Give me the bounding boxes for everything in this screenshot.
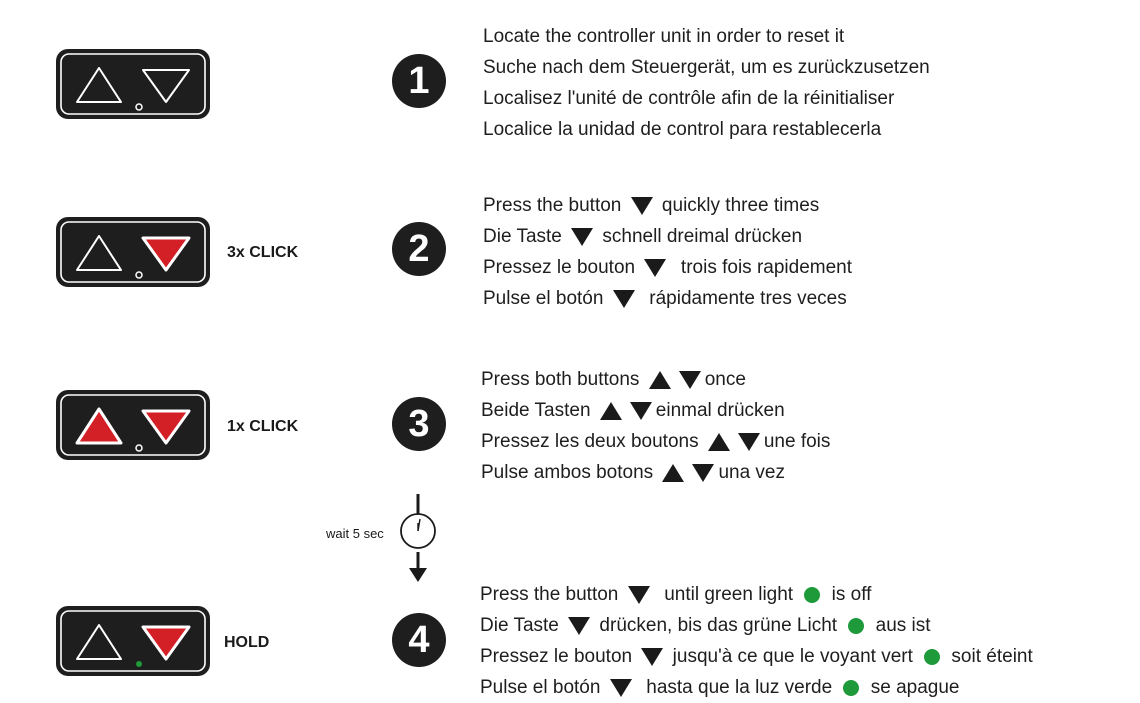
instruction-text: Die Taste — [483, 226, 568, 247]
down-arrow-icon — [692, 464, 714, 482]
instruction-text: se apague — [865, 677, 960, 698]
instruction-line — [483, 221, 852, 252]
instruction-text: schnell dreimal drücken — [597, 226, 803, 247]
green-light-icon — [843, 680, 859, 696]
step-2-instructions — [483, 190, 852, 314]
instruction-text: Die Taste — [480, 615, 565, 636]
controller-icon — [55, 389, 211, 461]
down-arrow-icon — [641, 648, 663, 666]
step-2-action: 3x CLICK — [227, 244, 299, 261]
step-3-number: 3 — [392, 397, 446, 451]
down-arrow-icon — [613, 290, 635, 308]
down-arrow-icon — [738, 433, 760, 451]
instruction-text: Pressez le bouton — [480, 646, 638, 667]
instruction-text: is off — [826, 584, 872, 605]
instruction-text: rápidamente tres veces — [638, 288, 847, 309]
instruction-text: Pulse el botón — [480, 677, 606, 698]
instruction-text: quickly three times — [656, 195, 820, 216]
instruction-text: Localisez l'unité de contrôle afin de la réinitialiser — [483, 88, 895, 109]
instruction-line — [483, 83, 930, 114]
step-4-instructions — [480, 579, 1033, 703]
instruction-text: Press the button — [483, 195, 627, 216]
controller-panel-step-3 — [55, 389, 211, 461]
instruction-line — [480, 579, 1033, 610]
down-arrow-icon — [630, 402, 652, 420]
instruction-line — [480, 672, 1033, 703]
instruction-text: until green light — [653, 584, 799, 605]
step-4-number: 4 — [392, 613, 446, 667]
up-arrow-icon — [600, 402, 622, 420]
instruction-text: einmal drücken — [655, 400, 785, 421]
instruction-line — [481, 426, 830, 457]
instruction-line — [483, 114, 930, 145]
instruction-text: soit éteint — [946, 646, 1033, 667]
instruction-text: Pulse el botón — [483, 288, 609, 309]
down-arrow-icon — [568, 617, 590, 635]
controller-icon — [55, 216, 211, 288]
down-arrow-icon — [679, 371, 701, 389]
up-arrow-icon — [708, 433, 730, 451]
up-arrow-icon — [662, 464, 684, 482]
step-4-action: HOLD — [224, 634, 270, 651]
green-light-icon — [804, 587, 820, 603]
instruction-text: Press the button — [480, 584, 624, 605]
instruction-text: jusqu'à ce que le voyant vert — [667, 646, 919, 667]
instruction-line — [481, 457, 830, 488]
instruction-text: drücken, bis das grüne Licht — [594, 615, 843, 636]
instruction-text: Pulse ambos botons — [481, 462, 659, 483]
instruction-text: Press both buttons — [481, 369, 645, 390]
instruction-line — [480, 610, 1033, 641]
instruction-line — [483, 283, 852, 314]
instruction-text: trois fois rapidement — [670, 257, 853, 278]
step-3-instructions — [481, 364, 830, 488]
instruction-text: una vez — [718, 462, 785, 483]
instruction-text: une fois — [763, 431, 831, 452]
instruction-text: hasta que la luz verde — [635, 677, 838, 698]
wait-label: wait 5 sec — [326, 526, 384, 541]
controller-panel-step-4 — [55, 605, 211, 677]
green-light-icon — [924, 649, 940, 665]
instruction-line — [480, 641, 1033, 672]
step-3-action: 1x CLICK — [227, 418, 299, 435]
instruction-line — [483, 21, 930, 52]
instruction-text: Suche nach dem Steuergerät, um es zurückzusetzen — [483, 57, 930, 78]
instruction-text: aus ist — [870, 615, 931, 636]
down-arrow-icon — [631, 197, 653, 215]
instruction-text: Localice la unidad de control para restablecerla — [483, 119, 882, 140]
instruction-text: once — [704, 369, 746, 390]
instruction-text: Pressez les deux boutons — [481, 431, 704, 452]
step-1-number: 1 — [392, 54, 446, 108]
up-arrow-icon — [649, 371, 671, 389]
instruction-text: Pressez le bouton — [483, 257, 641, 278]
step-2-number: 2 — [392, 222, 446, 276]
status-light-icon — [136, 661, 142, 667]
instruction-line — [483, 52, 930, 83]
down-arrow-icon — [571, 228, 593, 246]
stopwatch-icon — [398, 492, 438, 584]
instruction-text: Locate the controller unit in order to reset it — [483, 26, 845, 47]
down-arrow-icon — [610, 679, 632, 697]
instruction-line — [481, 364, 830, 395]
controller-panel-step-1 — [55, 48, 211, 120]
instruction-line — [483, 190, 852, 221]
controller-icon — [55, 605, 211, 677]
instruction-line — [481, 395, 830, 426]
controller-icon — [55, 48, 211, 120]
green-light-icon — [848, 618, 864, 634]
controller-panel-step-2 — [55, 216, 211, 288]
down-arrow-icon — [644, 259, 666, 277]
step-1-instructions — [483, 21, 930, 145]
instruction-text: Beide Tasten — [481, 400, 596, 421]
instruction-line — [483, 252, 852, 283]
down-arrow-icon — [628, 586, 650, 604]
